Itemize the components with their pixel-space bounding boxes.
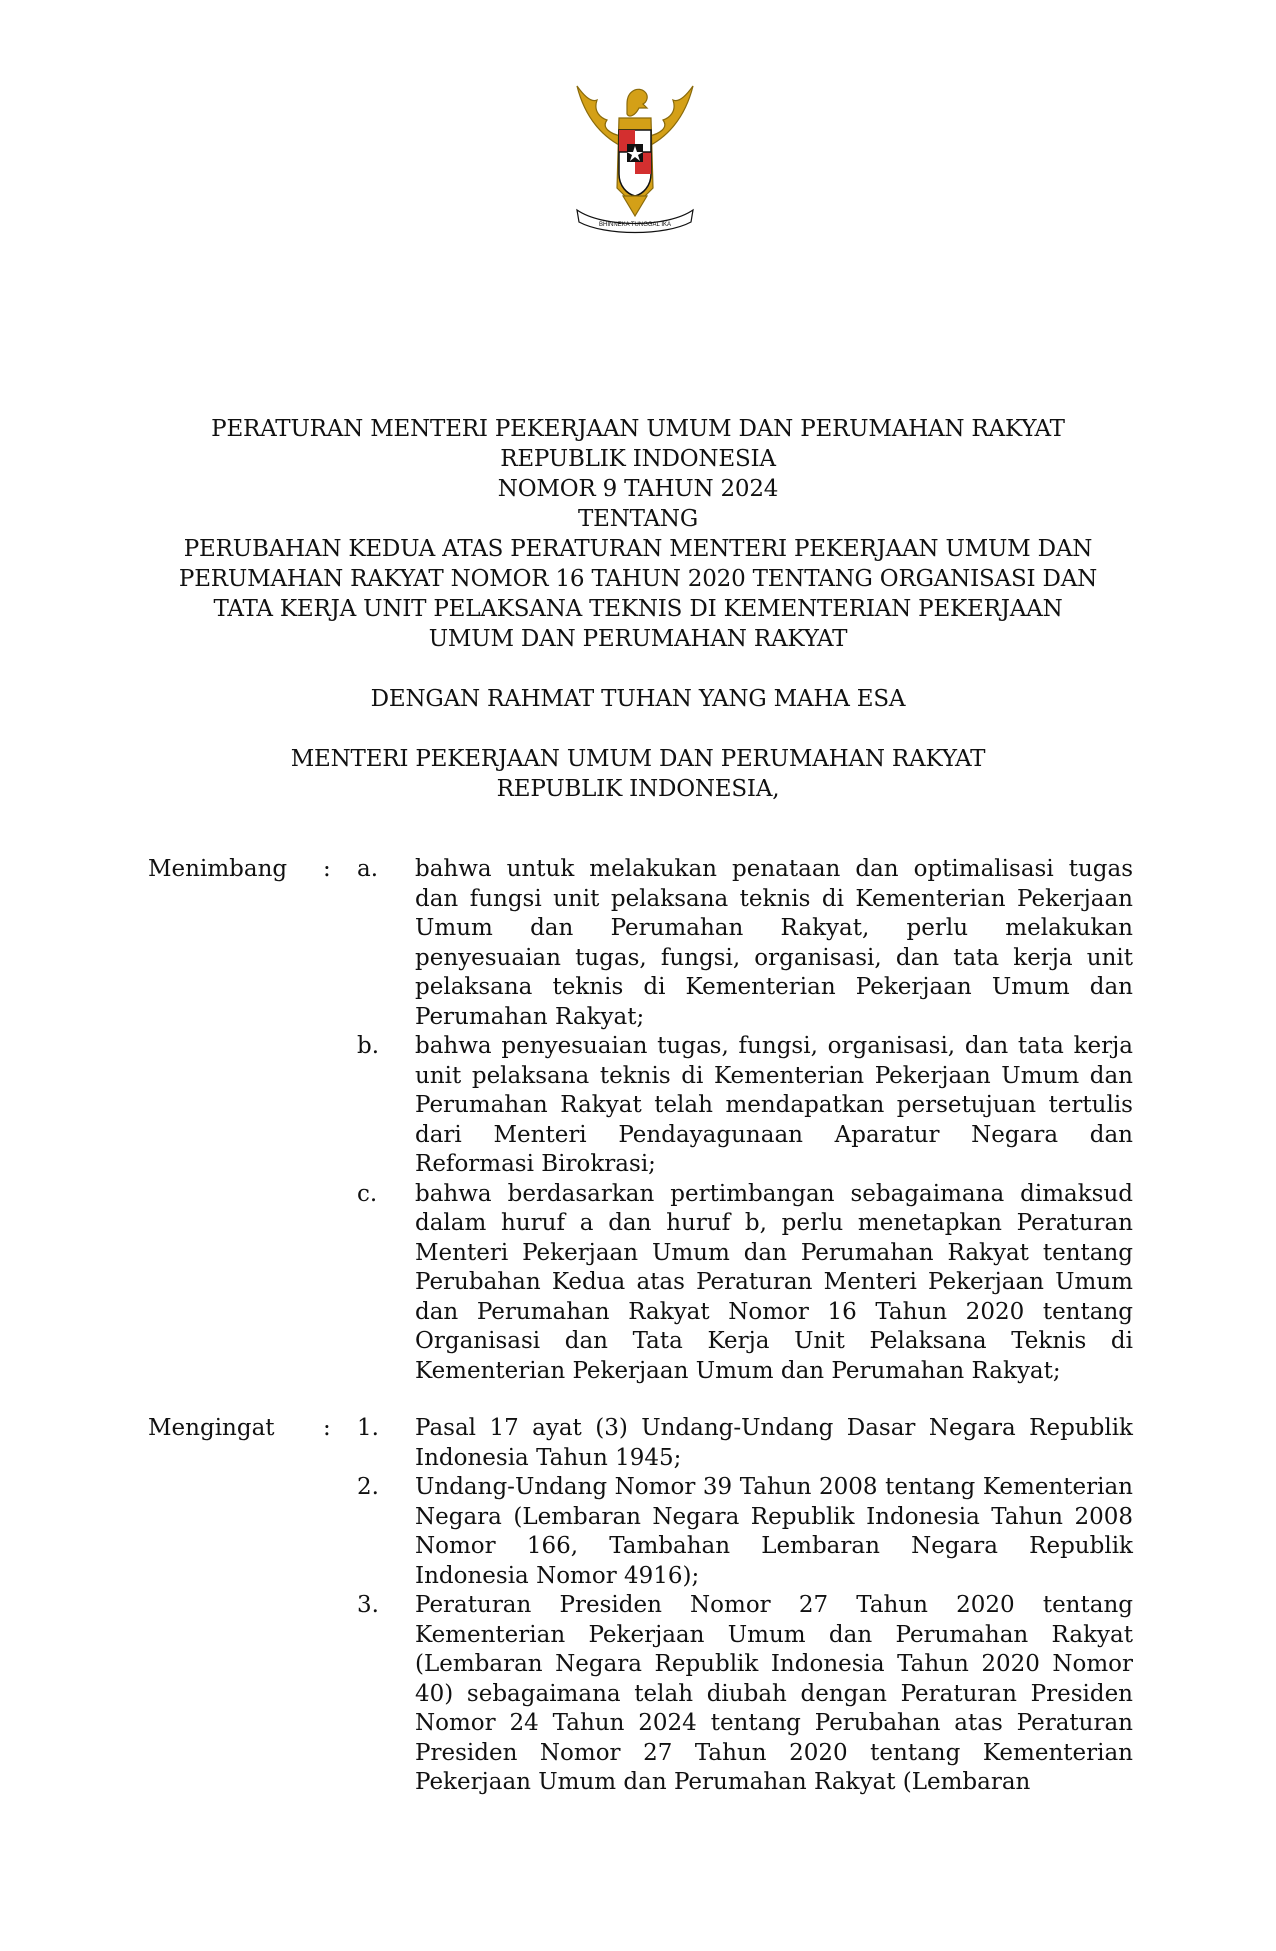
item-text: Undang-Undang Nomor 39 Tahun 2008 tentang Kementerian Negara (Lembaran Negara Republik Indonesia Tahun 2008 Nomor 166, Tambahan Lembaran Negara Republik Indonesia Nomor 4916); [415, 1474, 1133, 1589]
item-text: bahwa berdasarkan pertimbangan sebagaimana dimaksud dalam huruf a dan huruf b, perlu menetapkan Peraturan Menteri Pekerjaan Umum dan Perumahan Rakyat tentang Perubahan Kedua atas Peraturan Menteri Pekerjaan Umum dan Perumahan Rakyat Nomor 16 Tahun 2020 tentang Organisasi dan Tata Kerja Unit Pelaksana Teknis di Kementerian Pekerjaan Umum dan Perumahan Rakyat; [415, 1180, 1133, 1384]
issuer-line: MENTERI PEKERJAAN UMUM DAN PERUMAHAN RAKYAT [290, 746, 986, 772]
title-line: PERATURAN MENTERI PEKERJAAN UMUM DAN PERUMAHAN RAKYAT [211, 416, 1065, 442]
list-item [355, 1473, 1133, 1591]
title-line: NOMOR 9 TAHUN 2024 [497, 476, 779, 502]
item-text: Pasal 17 ayat (3) Undang-Undang Dasar Negara Republik Indonesia Tahun 1945; [415, 1415, 1133, 1471]
shield [619, 130, 651, 196]
invocation: DENGAN RAHMAT TUHAN YANG MAHA ESA [370, 686, 906, 712]
mengingat-label: Mengingat [148, 1415, 275, 1441]
eagle-tail [623, 196, 647, 216]
regulation-title [100, 414, 1176, 804]
list-item [355, 855, 1133, 1032]
menimbang-section [148, 855, 1133, 1386]
title-line: TATA KERJA UNIT PELAKSANA TEKNIS DI KEMENTERIAN PEKERJAAN [213, 596, 1063, 622]
title-line: PERUBAHAN KEDUA ATAS PERATURAN MENTERI PEKERJAAN UMUM DAN [183, 536, 1093, 562]
item-marker: 3. [357, 1592, 379, 1618]
right-wing [645, 86, 693, 148]
eagle-head [627, 89, 647, 116]
item-marker: 1. [357, 1415, 379, 1441]
title-line: PERUMAHAN RAKYAT NOMOR 16 TAHUN 2020 TENTANG ORGANISASI DAN [178, 566, 1098, 592]
item-text: bahwa untuk melakukan penataan dan optimalisasi tugas dan fungsi unit pelaksana teknis di Kementerian Pekerjaan Umum dan Perumahan Rakyat, perlu melakukan penyesuaian tugas, fungsi, organisasi, dan tata kerja unit pelaksana teknis di Kementerian Pekerjaan Umum dan Perumahan Rakyat; [415, 856, 1133, 1030]
menimbang-label: Menimbang [148, 856, 288, 882]
list-item [355, 1032, 1133, 1180]
garuda-pancasila-emblem-icon [563, 78, 707, 234]
item-marker: a. [357, 856, 379, 882]
item-marker: 2. [357, 1474, 379, 1500]
item-text: bahwa penyesuaian tugas, fungsi, organisasi, dan tata kerja unit pelaksana teknis di Kementerian Pekerjaan Umum dan Perumahan Rakyat telah mendapatkan persetujuan tertulis dari Menteri Pendayagunaan Aparatur Negara dan Reformasi Birokrasi; [415, 1033, 1133, 1177]
item-marker: b. [357, 1033, 380, 1059]
issuer-line: REPUBLIK INDONESIA, [496, 776, 780, 802]
title-line: REPUBLIK INDONESIA [500, 446, 776, 472]
item-marker: c. [357, 1180, 378, 1207]
title-line: UMUM DAN PERUMAHAN RAKYAT [428, 626, 848, 652]
list-item [355, 1591, 1133, 1798]
list-item [355, 1180, 1133, 1387]
mengingat-section [148, 1414, 1133, 1798]
colon: : [323, 856, 331, 882]
title-line: TENTANG [577, 506, 699, 532]
motto-text: BHINNEKA TUNGGAL IKA [598, 222, 672, 228]
colon: : [323, 1415, 331, 1441]
left-wing [577, 86, 625, 148]
list-item [355, 1414, 1133, 1473]
item-text: Peraturan Presiden Nomor 27 Tahun 2020 tentang Kementerian Pekerjaan Umum dan Perumahan Rakyat (Lembaran Negara Republik Indonesia Tahun 2020 Nomor 40) sebagaimana telah diubah dengan Peraturan Presiden Nomor 24 Tahun 2024 tentang Perubahan atas Peraturan Presiden Nomor 27 Tahun 2020 tentang Kementerian Pekerjaan Umum dan Perumahan Rakyat (Lembaran [415, 1592, 1133, 1795]
